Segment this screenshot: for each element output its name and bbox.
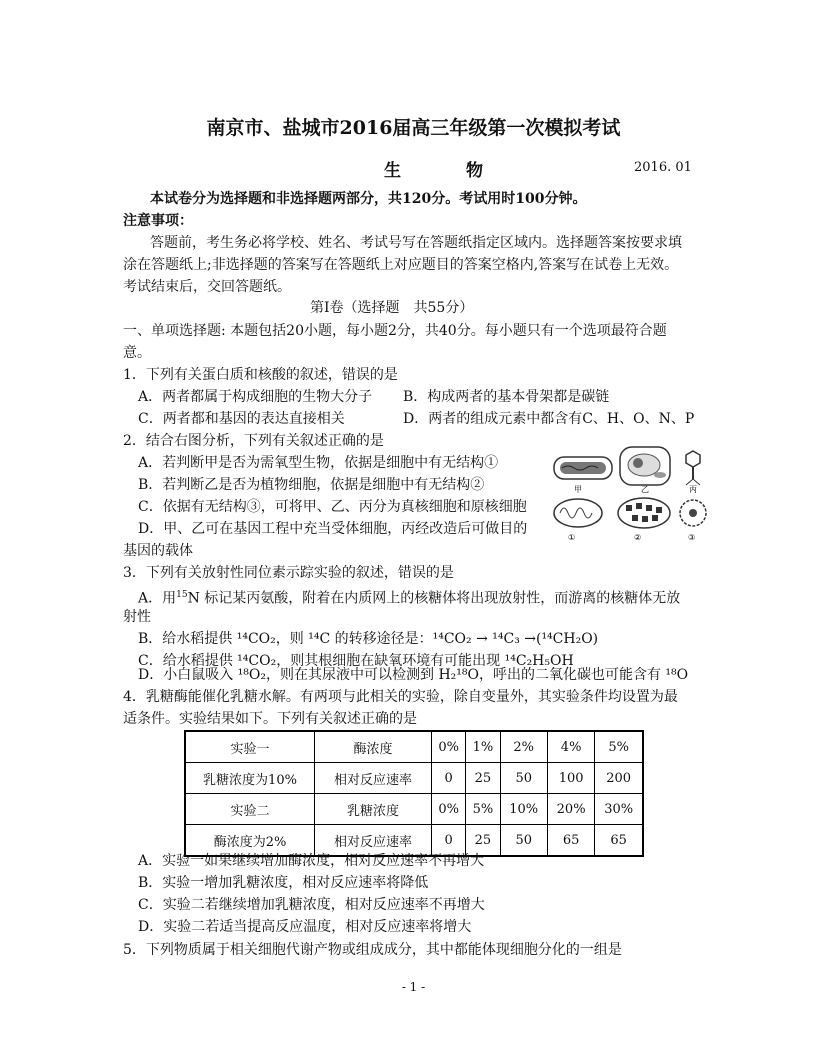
q2-option-d-line2: 基因的载体 — [123, 543, 193, 559]
cell-yi-icon — [620, 447, 670, 485]
table-cell: 20% — [547, 794, 594, 825]
notice-line-3: 考试结束后，交回答题纸。 — [123, 279, 291, 295]
q3-option-d: D．小白鼠吸入 ¹⁸O₂，则在其尿液中可以检测到 H₂¹⁸O，呼出的二氧化碳也可能含有 ¹⁸O — [138, 667, 689, 683]
table-cell: 0% — [432, 794, 466, 825]
table-cell: 50 — [500, 825, 547, 857]
table-cell: 200 — [595, 763, 643, 794]
q3-option-a-line2: 射性 — [123, 609, 151, 625]
table-cell: 10% — [500, 794, 547, 825]
notice-line-1: 答题前，考生务必将学校、姓名、考试号写在答题纸指定区域内。选择题答案按要求填 — [150, 235, 682, 251]
section-desc-1: 一、单项选择题: 本题包括20小题，每小题2分，共40分。每小题只有一个选项最符合题 — [123, 323, 667, 339]
q2-option-d-line1: D．甲、乙可在基因工程中充当受体细胞，丙经改造后可做目的 — [138, 521, 528, 537]
q3-a-post: N 标记某丙氨酸，附着在内质网上的核糖体将出现放射性，而游离的核糖体无放 — [187, 590, 681, 607]
q3-a-pre: A．用 — [138, 590, 177, 607]
structure-2-icon — [618, 498, 670, 528]
figure-number-2: ② — [634, 533, 642, 542]
table-cell: 5% — [595, 731, 643, 763]
cell-bing-icon — [686, 451, 700, 485]
q3-option-c: C．给水稻提供 ¹⁴CO₂，则其根细胞在缺氧环境有可能出现 ¹⁴C₂H₅OH — [138, 653, 574, 669]
q3-option-a-line1 — [138, 584, 680, 610]
q2-option-a: A．若判断甲是否为需氧型生物，依据是细胞中有无结构① — [138, 455, 499, 471]
figure-label-yi: 乙 — [641, 485, 649, 494]
exam-date: 2016. 01 — [634, 160, 692, 175]
notice-title: 注意事项： — [123, 213, 193, 229]
table-cell: 30% — [595, 794, 643, 825]
table-row — [185, 763, 643, 794]
structure-1-icon — [554, 499, 602, 527]
table-cell: 25 — [466, 763, 500, 794]
table-cell: 65 — [595, 825, 643, 857]
table-cell: 4% — [547, 731, 594, 763]
intro-summary: 本试卷分为选择题和非选择题两部分，共120分。考试用时100分钟。 — [150, 191, 587, 207]
table-cell: 25 — [466, 825, 500, 857]
q4-option-d: D．实验二若适当提高反应温度，相对反应速率将增大 — [138, 919, 472, 935]
q2-option-b: B．若判断乙是否为植物细胞，依据是细胞中有无结构② — [138, 477, 485, 493]
table-cell: 实验一 — [185, 731, 315, 763]
subject-title: 生 物 — [384, 161, 507, 181]
q4-stem-line2: 适条件。实验结果如下。下列有关叙述正确的是 — [123, 711, 417, 727]
q4-option-a: A．实验一如果继续增加酶浓度，相对反应速率不再增大 — [138, 853, 485, 869]
q1-option-d: D．两者的组成元素中都含有C、H、O、N、P — [403, 411, 695, 427]
q5-stem: 5．下列物质属于相关细胞代谢产物或组成成分，其中都能体现细胞分化的一组是 — [123, 942, 622, 958]
table-cell: 50 — [500, 763, 547, 794]
table-cell: 65 — [547, 825, 594, 857]
q3-stem: 3．下列有关放射性同位素示踪实验的叙述，错误的是 — [123, 565, 454, 581]
q4-option-c: C．实验二若继续增加乳糖浓度，相对反应速率不再增大 — [138, 897, 485, 913]
table-cell: 0 — [432, 825, 466, 857]
table-cell: 100 — [547, 763, 594, 794]
q2-stem: 2．结合右图分析，下列有关叙述正确的是 — [123, 433, 384, 449]
cell-structure-figure — [548, 443, 710, 545]
page-number: - 1 - — [401, 980, 426, 994]
table-cell: 相对反应速率 — [315, 763, 432, 794]
table-cell: 0 — [432, 763, 466, 794]
figure-label-bing: 丙 — [689, 485, 697, 494]
exam-title: 南京市、盐城市2016届高三年级第一次模拟考试 — [206, 117, 621, 139]
figure-number-3: ③ — [688, 533, 696, 542]
table-cell: 2% — [500, 731, 547, 763]
table-cell: 相对反应速率 — [315, 825, 432, 857]
table-row — [185, 731, 643, 763]
table-cell: 0% — [432, 731, 466, 763]
q1-option-c: C．两者都和基因的表达直接相关 — [138, 411, 345, 427]
notice-line-2: 涂在答题纸上;非选择题的答案写在答题纸上对应题目的答案空格内,答案写在试卷上无效。 — [123, 257, 679, 273]
q2-option-c: C．依据有无结构③，可将甲、乙、丙分为真核细胞和原核细胞 — [138, 499, 527, 515]
q1-option-b: B．构成两者的基本骨架都是碳链 — [403, 389, 610, 405]
q3-a-isotope: 15 — [176, 590, 188, 600]
q4-option-b: B．实验一增加乳糖浓度，相对反应速率将降低 — [138, 875, 429, 891]
structure-3-icon — [680, 500, 706, 526]
q1-option-a: A．两者都属于构成细胞的生物大分子 — [138, 389, 373, 405]
table-cell: 乳糖浓度为10% — [185, 763, 315, 794]
cell-jia-icon — [554, 457, 612, 479]
table-cell: 乳糖浓度 — [315, 794, 432, 825]
section-title: 第Ⅰ卷（选择题 共55分） — [310, 300, 474, 316]
table-cell: 酶浓度 — [315, 731, 432, 763]
q4-stem-line1: 4．乳糖酶能催化乳糖水解。有两项与此相关的实验，除自变量外，其实验条件均设置为最 — [123, 689, 678, 705]
experiment-table — [184, 730, 644, 857]
q3-option-b: B．给水稻提供 ¹⁴CO₂，则 ¹⁴C 的转移途径是：¹⁴CO₂ → ¹⁴C₃ →(¹⁴CH₂O) — [138, 631, 599, 647]
table-cell: 酶浓度为2% — [185, 825, 315, 857]
table-cell: 实验二 — [185, 794, 315, 825]
section-desc-2: 意。 — [123, 345, 151, 361]
table-row — [185, 794, 643, 825]
figure-number-1: ① — [568, 533, 576, 542]
q1-stem: 1．下列有关蛋白质和核酸的叙述，错误的是 — [123, 367, 398, 383]
figure-label-jia: 甲 — [574, 485, 582, 494]
table-cell: 1% — [466, 731, 500, 763]
table-cell: 5% — [466, 794, 500, 825]
